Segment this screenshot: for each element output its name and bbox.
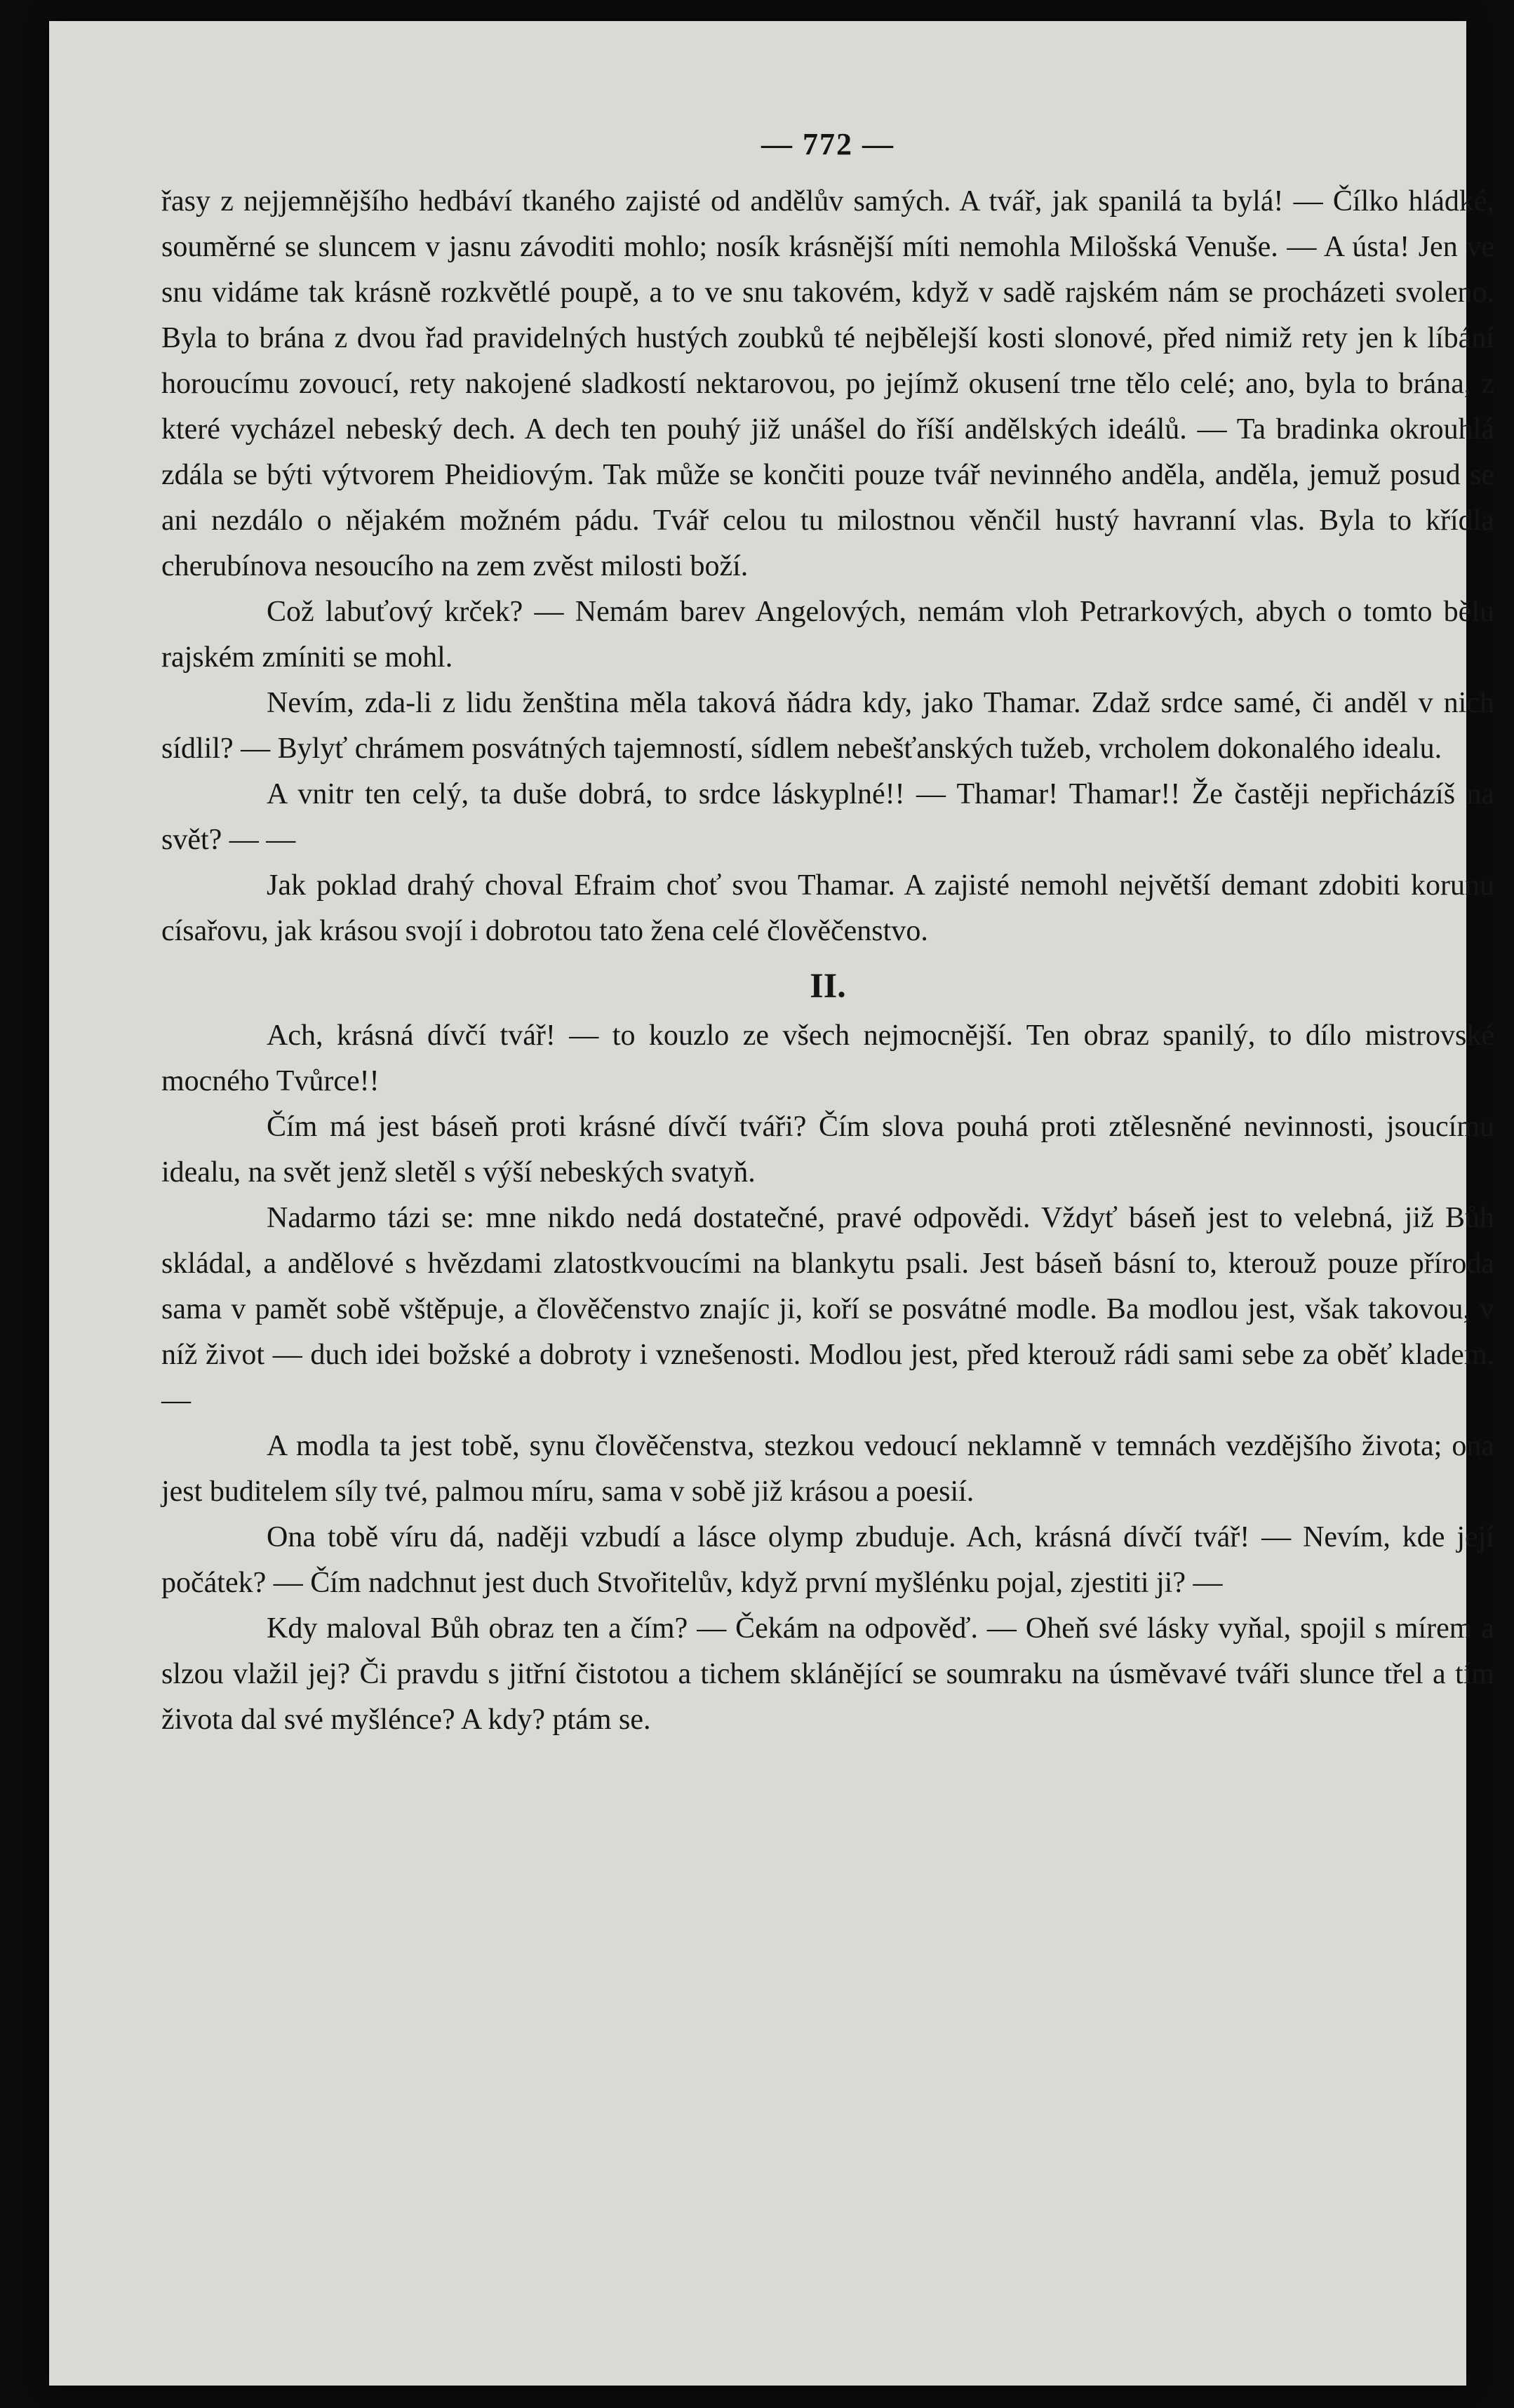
- paragraph: Což labuťový krček? — Nemám barev Angelových, nemám vloh Petrarkových, abych o tomto bělu rajském zmíniti se mohl.: [161, 596, 1494, 674]
- paragraph: Jak poklad drahý choval Efraim choť svou Thamar. A zajisté nemohl největší demant zdobiti korunu císařovu, jak krásou svojí i dobrotou tato žena celé člověčenstvo.: [161, 869, 1494, 947]
- paragraph: Nadarmo tázi se: mne nikdo nedá dostatečné, pravé odpovědi. Vždyť báseň jest to velebná, již Bůh skládal, a andělové s hvězdami zlatostkvoucími na blankytu psali. Jest báseň básní to, kterouž pouze příroda sama v pamět sobě vštěpuje, a člověčenstvo znajíc ji, koří se posvátné modle. Ba modlou jest, však takovou, v níž život — duch idei božské a dobroty i vznešenosti. Modlou jest, před kterouž rádi sami sebe za oběť kladem. —: [161, 1202, 1494, 1417]
- section-heading: II.: [810, 965, 846, 1005]
- paragraph: Ach, krásná dívčí tvář! — to kouzlo ze všech nejmocnější. Ten obraz spanilý, to dílo mistrovské mocného Tvůrce!!: [161, 1019, 1494, 1097]
- paragraph: A modla ta jest tobě, synu člověčenstva, stezkou vedoucí neklamně v temnách vezdějšího života; ona jest buditelem síly tvé, palmou míru, sama v sobě již krásou a poesií.: [161, 1430, 1494, 1508]
- page-text: [161, 126, 1494, 1743]
- paragraph: Kdy maloval Bůh obraz ten a čím? — Čekám na odpověď. — Oheň své lásky vyňal, spojil s mírem a slzou vlažil jej? Či pravdu s jitřní čistotou a tichem sklánějící se soumraku na úsměvavé tváři slunce třel a tím života dal své myšlénce? A kdy? ptám se.: [161, 1612, 1494, 1736]
- book-page: [49, 21, 1494, 2386]
- paragraph-continued: řasy z nejjemnějšího hedbáví tkaného zajisté od andělův samých. A tvář, jak spanilá ta bylá! — Čílko hládké, souměrné se sluncem v jasnu závoditi mohlo; nosík krásnější míti nemohla Milošská Venuše. — A ústa! Jen ve snu vidáme tak krásně rozkvětlé poupě, a to ve snu takovém, když v sadě rajském nám se procházeti svoleno. Byla to brána z dvou řad pravidelných hustých zoubků té nejbělejší kosti slonové, před nimiž rety jen k líbání horoucímu zovoucí, rety nakojené sladkostí nektarovou, po jejímž okusení trne tělo celé; ano, byla to brána, z které vycházel nebeský dech. A dech ten pouhý již unášel do říší andělských ideálů. — Ta bradinka okrouhlá zdála se býti výtvorem Pheidiovým. Tak může se končiti pouze tvář nevinného anděla, anděla, jemuž posud se ani nezdálo o nějakém možném pádu. Tvář celou tu milostnou věnčil hustý havranní vlas. Byla to křídla cherubínova nesoucího na zem zvěst milosti boží.: [161, 185, 1494, 582]
- paragraph: A vnitr ten celý, ta duše dobrá, to srdce láskyplné!! — Thamar! Thamar!! Že častěji nepřicházíš na svět? — —: [161, 778, 1494, 856]
- paragraph: Ona tobě víru dá, naději vzbudí a lásce olymp zbuduje. Ach, krásná dívčí tvář! — Nevím, kde její počátek? — Čím nadchnut jest duch Stvořitelův, když první myšlénku pojal, zjestiti ji? —: [161, 1521, 1494, 1599]
- page-number: — 772 —: [761, 127, 895, 161]
- paragraph: Nevím, zda-li z lidu ženština měla taková ňádra kdy, jako Thamar. Zdaž srdce samé, či anděl v nich sídlil? — Bylyť chrámem posvátných tajemností, sídlem nebešťanských tužeb, vrcholem dokonalého idealu.: [161, 687, 1494, 765]
- paragraph: Čím má jest báseň proti krásné dívčí tváři? Čím slova pouhá proti ztělesněné nevinnosti, jsoucímu idealu, na svět jenž sletěl s výší nebeských svatyň.: [161, 1111, 1494, 1189]
